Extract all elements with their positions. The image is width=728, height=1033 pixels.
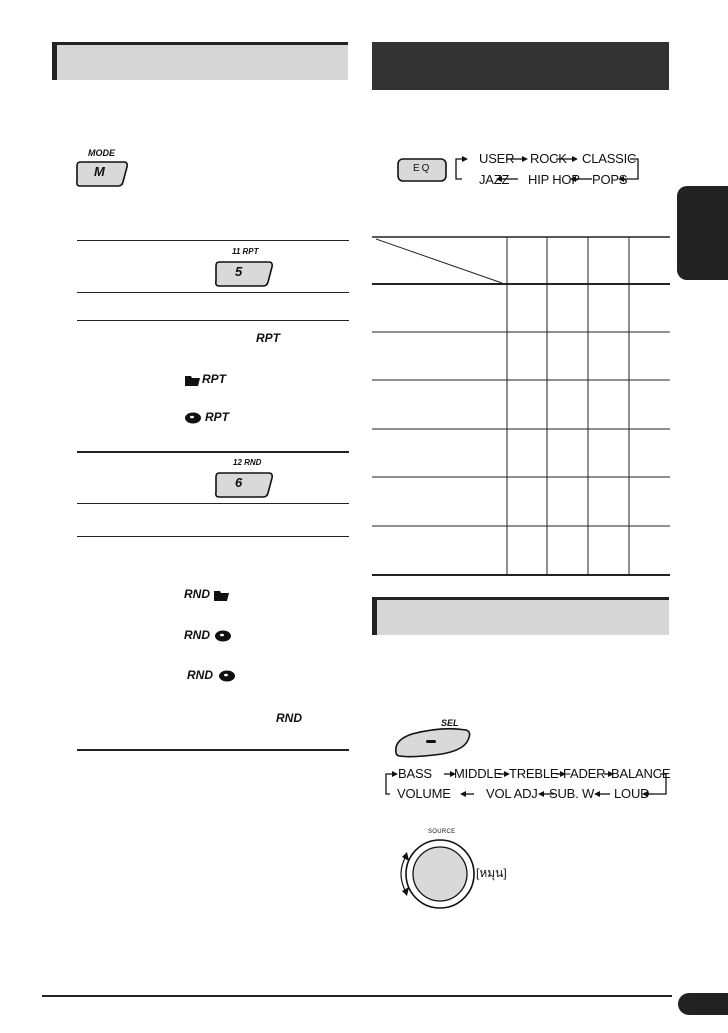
disc-icon [214, 629, 232, 647]
random-all-disc-indicator: RND [187, 668, 213, 682]
disc-icon [184, 411, 202, 429]
dial-caption: [หมุน] [476, 866, 507, 880]
eq-button-label: EQ [413, 163, 432, 174]
sel-item-vol-adj: VOL ADJ [486, 786, 538, 801]
folder-icon [185, 373, 201, 391]
sel-item-balance: BALANCE [611, 766, 671, 781]
mode-button-label: MODE [88, 148, 115, 158]
sel-item-bass: BASS [398, 766, 432, 781]
right-section-header [372, 42, 669, 90]
divider [77, 320, 349, 321]
left-section-header [52, 42, 348, 80]
eq-settings-table [372, 236, 670, 578]
divider [77, 292, 349, 293]
random-button-key: 6 [235, 475, 243, 490]
sel-button[interactable] [392, 726, 472, 758]
repeat-folder-indicator: RPT [202, 372, 226, 386]
random-button-label: 12 RND [233, 458, 262, 467]
mode-button-key: M [94, 164, 105, 179]
repeat-button[interactable] [213, 258, 275, 288]
page-number-tab [678, 993, 728, 1015]
repeat-button-key: 5 [235, 264, 243, 279]
repeat-button-label: 11 RPT [232, 247, 259, 256]
divider [77, 451, 349, 453]
sel-item-sub-w: SUB. W [549, 786, 595, 801]
source-dial[interactable] [392, 834, 478, 914]
dial-label: SOURCE [428, 829, 456, 835]
disc-icon [218, 669, 236, 687]
random-button[interactable] [213, 469, 275, 499]
random-indicator: RND [276, 711, 302, 725]
divider [77, 503, 349, 504]
sel-item-middle: MIDDLE [454, 766, 502, 781]
divider [77, 749, 349, 751]
footer-rule [42, 995, 672, 997]
sel-item-fader: FADER [563, 766, 606, 781]
eq-mode-jazz: JAZZ [479, 172, 510, 187]
folder-icon [214, 588, 230, 606]
eq-mode-rock: ROCK [530, 151, 567, 166]
sel-item-treble: TREBLE [509, 766, 559, 781]
eq-mode-hiphop: HIP HOP [528, 172, 580, 187]
random-disc-indicator: RND [184, 628, 210, 642]
divider [77, 536, 349, 537]
repeat-disc-indicator: RPT [205, 410, 229, 424]
sel-button-label: SEL [441, 718, 459, 728]
eq-mode-user: USER [479, 151, 515, 166]
language-side-tab [677, 186, 728, 280]
eq-mode-classic: CLASSIC [582, 151, 637, 166]
sel-item-volume: VOLUME [397, 786, 451, 801]
random-folder-indicator: RND [184, 587, 210, 601]
sound-section-header [372, 597, 669, 635]
repeat-indicator: RPT [256, 331, 280, 345]
sel-item-loud: LOUD [614, 786, 650, 801]
divider [77, 240, 349, 241]
eq-mode-pops: POPS [592, 172, 628, 187]
